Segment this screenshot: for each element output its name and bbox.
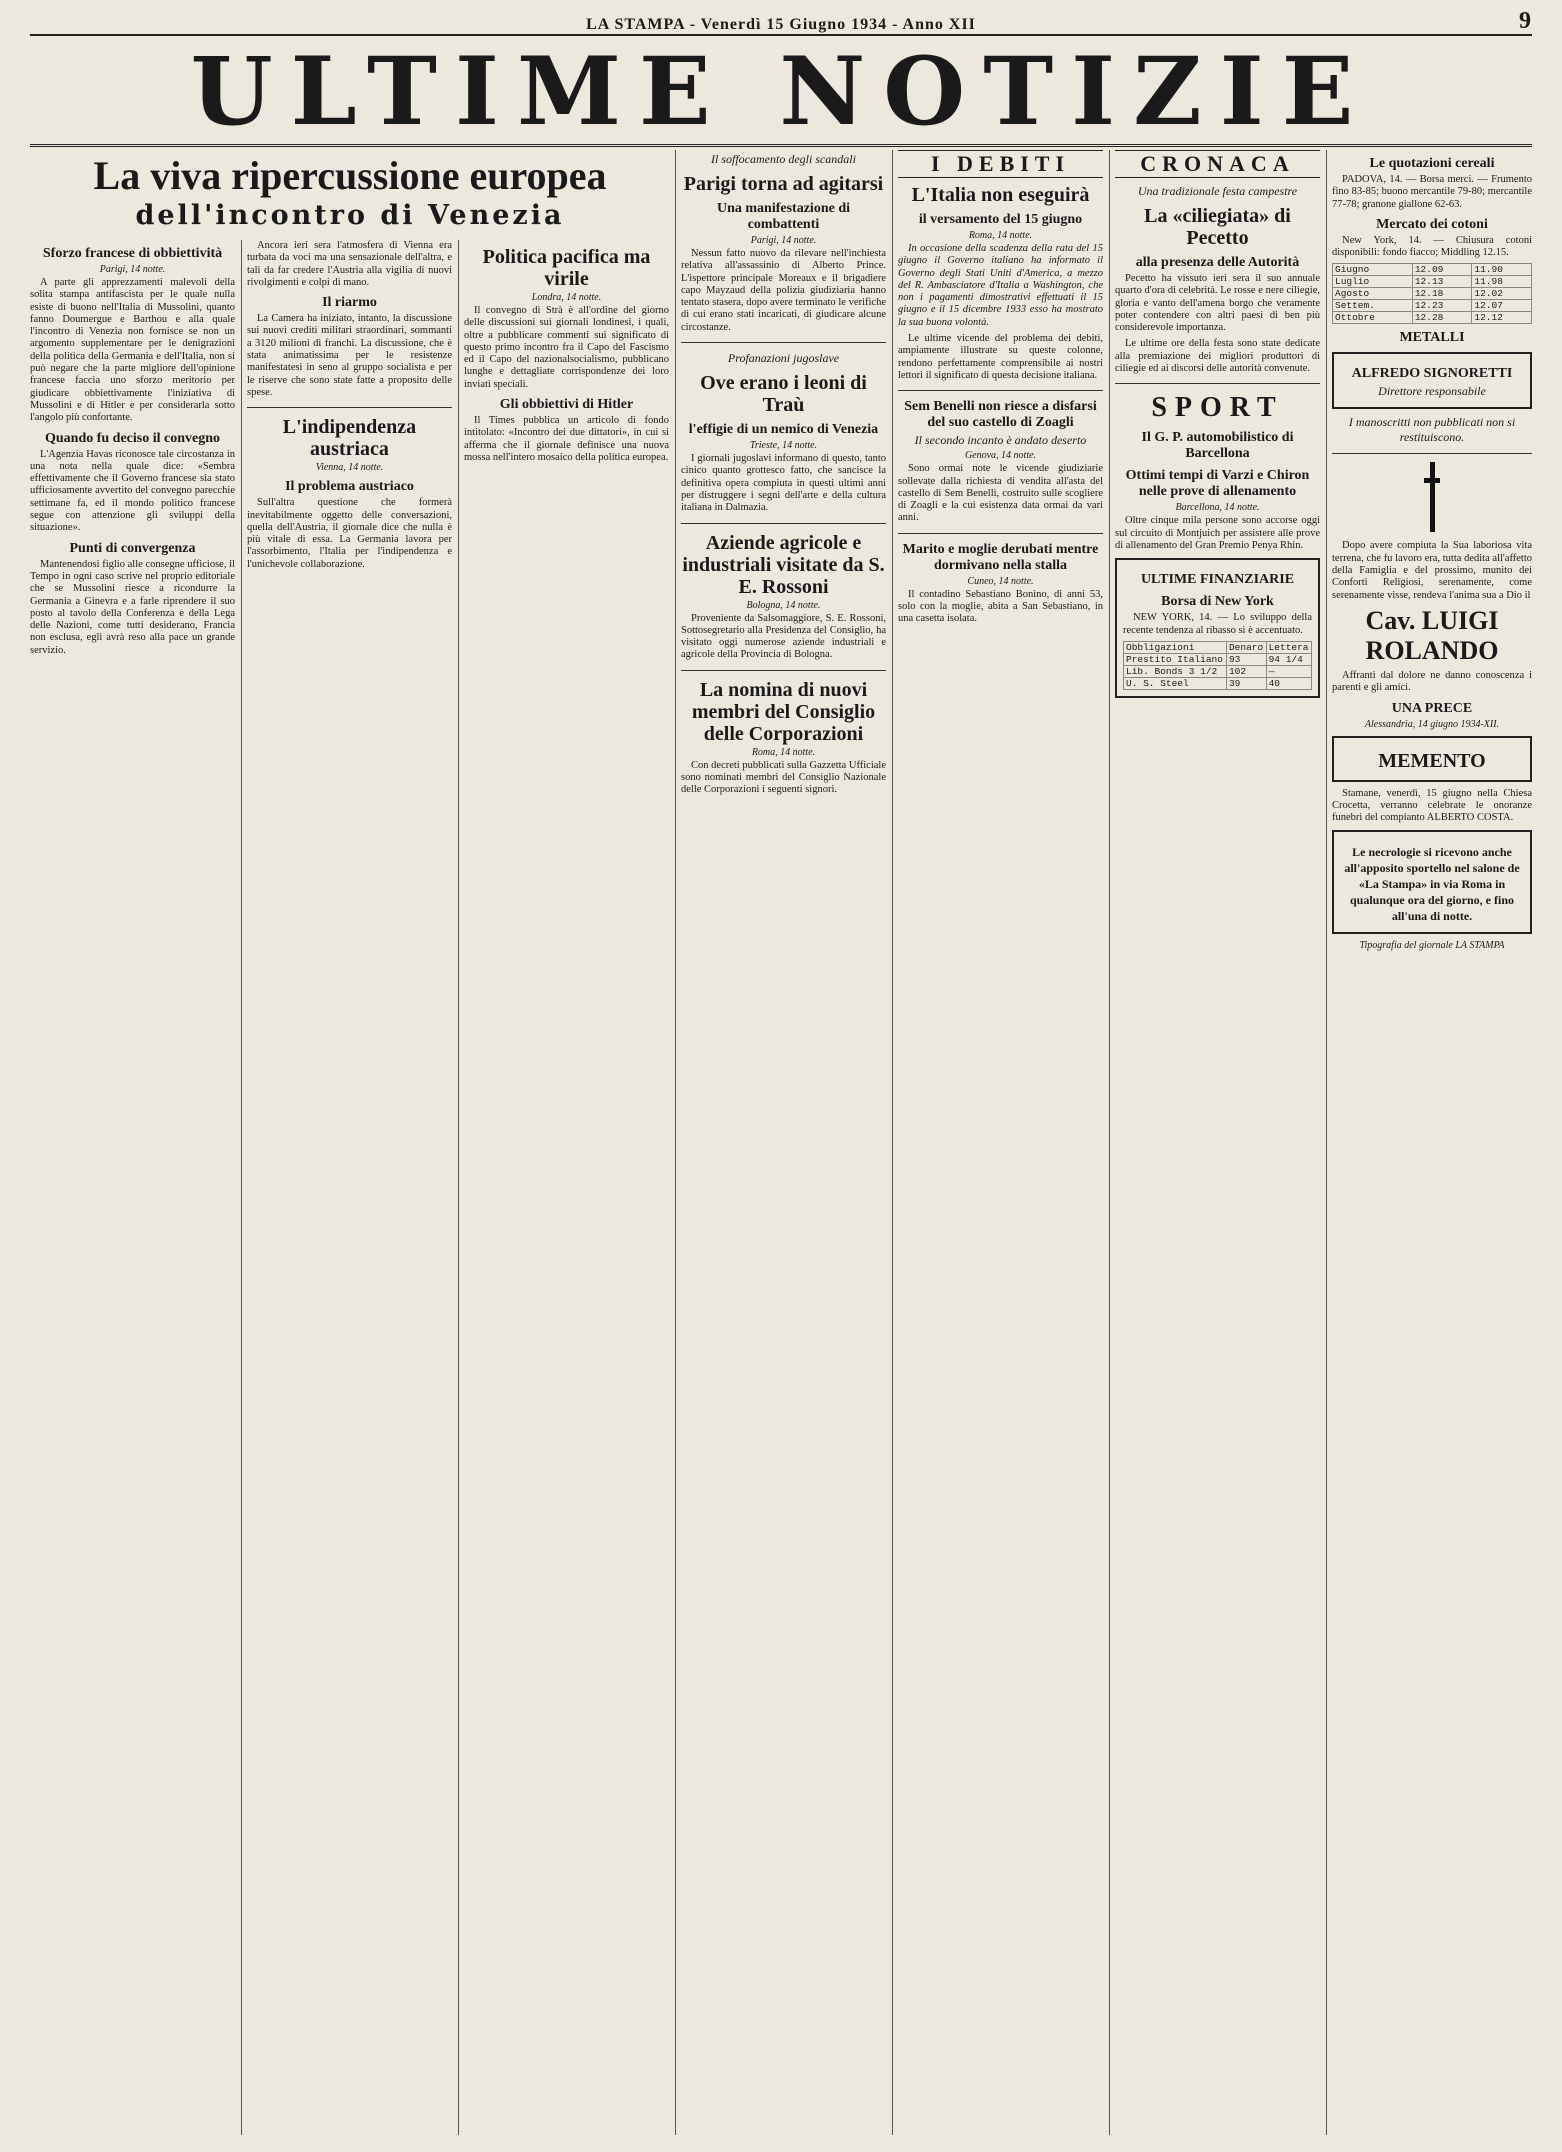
article-kicker: Il soffocamento degli scandali [711, 152, 856, 166]
masthead [30, 37, 1532, 147]
article-paragraph: Sono ormai note le vicende giudiziarie sollevate dalla richiesta di vendita all'asta del castello di Sem Benelli, costruito sulle scogliere di Zoagli e la cui esistenza data ormai da vari anni. [898, 463, 1103, 524]
lead-headline: La viva ripercussione europea [93, 153, 607, 198]
article-dateline: Londra, 14 notte. [531, 292, 602, 303]
article-paragraph: Le ultime ore della festa sono state dedicate alla premiazione dei migliori produttori di ciliegie ed ai discorsi delle autorità convenute. [1115, 338, 1320, 375]
article-paragraph: Oltre cinque mila persone sono accorse oggi sul circuito di Montjuich per assistere alle prove di allenamento del Gran Premio Penya Rhin. [1115, 515, 1320, 551]
section-heading: I DEBITI [898, 150, 1103, 178]
article-title: La «ciliegiata» di Pecetto [1144, 205, 1291, 249]
article-kicker: Una tradizionale festa campestre [1137, 184, 1298, 198]
article-title: Sem Benelli non riesce a disfarsi del suo castello di Zoagli [904, 399, 1097, 431]
article-dateline: Roma, 14 notte. [751, 746, 816, 758]
article-title: Le quotazioni cereali [1369, 156, 1495, 171]
article-dateline: Parigi, 14 notte. [99, 264, 166, 275]
article-paragraph: Il contadino Sebastiano Bonino, di anni 53, solo con la moglie, abita a San Sebastiano, in una casetta isolata. [898, 588, 1103, 625]
cotton-table [1332, 263, 1532, 324]
article-paragraph: PADOVA, 14. — Borsa merci. — Frumento fino 83-85; buono mercantile 79-80; mercantile 77-78; granone giallone 62-63. [1332, 174, 1532, 210]
article-paragraph: Nessun fatto nuovo da rilevare nell'inchiesta relativa all'assassinio di Alberto Prince. L'ispettore principale Moreaux e il brigadiere capo Mayzaud della polizia giudiziaria hanno tentato stasera, dopo avere terminato le verifiche di cui erano stati incaricati, di giudicare alcune circostanze. [681, 248, 886, 333]
section-heading: METALLI [1399, 330, 1465, 346]
director-name: ALFREDO SIGNORETTI [1351, 366, 1513, 382]
article-paragraph: Mantenendosi figlio alle consegne ufficiose, il Tempo in ogni caso scrive nel proprio editoriale che se Mussolini riesce a ricondurre la Germania a Ginevra e a farle riprendere il suo posto al tavolo della Conferenza e della Lega delle Nazioni, come tutti desiderano, Francia non esclusa, egli avrà reso alla pace un grande servizio. [30, 558, 235, 656]
article-paragraph: La Camera ha iniziato, intanto, la discussione sui nuovi crediti militari straordinari, sommanti a 3120 milioni di franchi. La discussione, che è stata animatissima per le resistenze manifestatesi in seno al gruppo socialista e per le riserve che sono state fatte a proposito delle spese. [247, 313, 452, 398]
article-paragraph: Ancora ieri sera l'atmosfera di Vienna era turbata da voci ma una sensazionale dell'altra, e tali da far credere l'Austria alla vigilia di nuovi rivolgimenti e colpi di mano. [247, 240, 452, 288]
obituary-text: Dopo avere compiuta la Sua laboriosa vita terrena, che fu lavoro era, tutta dedita all'affetto della Famiglia e del prossimo, munito dei Conforti Religiosi, serenamente, come serenamente visse, rendeva l'anima sua a Dio il [1332, 540, 1532, 601]
article-paragraph: I giornali jugoslavi informano di questo, tanto cinico quanto grottesco fatto, che sancisce la definitiva opera compiuta in questi ultimi anni per distruggere i segni dell'arte e della cultura italiana in Dalmazia. [681, 453, 886, 514]
finance-table: Obbligazioni Denaro Lettera Prestito Italiano 93 94 1/4 Lib. Bonds 3 1/2 102 — U. S. Steel 39 40 [1123, 641, 1312, 690]
article-paragraph: In occasione della scadenza della rata del 15 giugno il Governo italiano ha informato il Governo degli Stati Uniti d'America, a mezzo del R. Ambasciatore d'Italia a Washington, che non i pagamenti dimostrativi effettuati il 15 giugno e il 15 dicembre 1933 esso ha mostrato la sua buona volontà. [898, 243, 1103, 328]
article-title: Ove erano i leoni di Traù [700, 372, 867, 417]
prayer-date: Alessandria, 14 giugno 1934-XII. [1364, 718, 1500, 730]
article-dateline: Trieste, 14 notte. [749, 440, 818, 452]
article-subtitle: Il riarmo [322, 295, 377, 311]
finance-subtitle: Borsa di New York [1161, 594, 1274, 610]
article-paragraph: L'Agenzia Havas riconosce tale circostanza in una nota nella quale dice: «Sembra effettivamente che il Governo francese sia stato ufficiosamente avvertito del convegno parecchie settimane fa, ed il mondo politico francese segue con attenzione gli sviluppi della situazione». [30, 448, 235, 534]
table-row: Agosto 12.18 12.02 [1333, 288, 1532, 300]
article-title: Il G. P. automobilistico di Barcellona [1141, 430, 1294, 462]
article-dateline: Parigi, 14 notte. [750, 235, 817, 246]
cross-icon [1424, 462, 1440, 532]
column-2b [464, 240, 669, 2135]
printer-note: Tipografia del giornale LA STAMPA [1359, 940, 1505, 952]
obituary-name: Cav. LUIGI ROLANDO [1365, 605, 1499, 665]
necrology-note: Le necrologie si ricevono anche all'apposito sportello nel salone de «La Stampa» in via Roma in qualunque ora del giorno, e fino all'una di notte. [1344, 845, 1520, 924]
page-number: 9 [1519, 8, 1532, 34]
column-5 [1115, 150, 1320, 2135]
lead-subheadline: dell'incontro di Venezia [135, 200, 565, 231]
article-paragraph: Le ultime vicende del problema dei debiti, ampiamente illustrate su queste colonne, rendono perfettamente comprensibile ai nostri lettori il significato di questa decisione italiana. [898, 333, 1103, 381]
article-title: Aziende agricole e industriali visitate da S. E. Rossoni [682, 531, 885, 598]
article-title: Politica pacifica ma virile [482, 246, 651, 290]
article-title: Mercato dei cotoni [1376, 216, 1488, 232]
article-subtitle: Il problema austriaco [285, 479, 414, 495]
section-heading: CRONACA [1115, 150, 1320, 178]
article-paragraph: Sull'altra questione che formerà inevitabilmente oggetto delle conversazioni, quella dell'Austria, il giornale dice che nulla è più vitale di essa. La Germania lavora per l'assorbimento, l'Italia per l'indipendenza e l'unichevole collaborazione. [247, 497, 452, 570]
section-heading: SPORT [1151, 392, 1284, 424]
page-header-title: LA STAMPA - Venerdì 15 Giugno 1934 - Anno XII [586, 16, 976, 33]
article-subtitle: Una manifestazione di combattenti [717, 201, 850, 232]
table-row: Settem. 12.23 12.07 [1333, 300, 1532, 312]
table-row: Ottobre 12.28 12.12 [1333, 312, 1532, 324]
article-title: La nomina di nuovi membri del Consiglio delle Corporazioni [691, 678, 876, 745]
article-dateline: Bologna, 14 notte. [746, 599, 821, 611]
article-dateline: Vienna, 14 notte. [315, 462, 384, 474]
article-subtitle: il versamento del 15 giugno [918, 212, 1083, 227]
article-dateline: Roma, 14 notte. [968, 230, 1033, 241]
article-subtitle: l'effigie di un nemico di Venezia [688, 422, 879, 438]
masthead-title: ULTIME NOTIZIE [190, 37, 1372, 147]
article-paragraph: Proveniente da Salsomaggiore, S. E. Rossoni, Sottosegretario alla Presidenza del Consiglio, ha visitato oggi numerose aziende industriali e agricole della Provincia di Bologna. [681, 612, 886, 661]
article-title: Marito e moglie derubati mentre dormivano nella stalla [902, 541, 1099, 573]
finance-paragraph: NEW YORK, 14. — Lo sviluppo della recente tendenza al ribasso si è accentuato. [1123, 612, 1312, 636]
director-role: Direttore responsabile [1378, 384, 1486, 399]
article-paragraph: New York, 14. — Chiusura cotoni disponibili: fondo fiacco; Middling 12.15. [1332, 234, 1532, 259]
column-4 [898, 150, 1103, 2135]
article-subtitle: Punti di convergenza [69, 540, 196, 556]
article-dateline: Barcellona, 14 notte. [1175, 502, 1260, 514]
column-1 [30, 240, 235, 2135]
article-title: Sforzo francese di obbiettività [42, 246, 223, 261]
column-2 [247, 240, 452, 2135]
article-paragraph: Pecetto ha vissuto ieri sera il suo annuale quarto d'ora di celebrità. Le rosse e nere ciliegie, gloria e vanto dell'amena borgo che veramente poter contendere con altri paesi di ben più considerevole importanza. [1115, 273, 1320, 334]
finance-title: ULTIME FINANZIARIE [1140, 572, 1295, 588]
manuscripts-note: I manoscritti non pubblicati non si restituiscono. [1348, 415, 1516, 445]
article-paragraph: Il convegno di Strà è all'ordine del giorno delle discussioni sui giornali londinesi, i quali, oltre a pubblicare commenti sui significato di questo primo incontro fra il Capo del Fascismo ed il Capo del nazionalsocialismo, pubblicano lunghe e dettagliate corrispondenze dei loro inviati speciali. [464, 305, 669, 390]
article-subtitle: alla presenza delle Autorità [1135, 255, 1300, 270]
article-subtitle: Il secondo incanto è andato deserto [914, 433, 1087, 448]
article-kicker: Profanazioni jugoslave [727, 351, 840, 366]
memento-box [1332, 736, 1532, 782]
obituary-text: Affranti dal dolore ne danno conoscenza i parenti e gli amici. [1332, 669, 1532, 694]
memento-title: MEMENTO [1378, 749, 1486, 772]
article-title: L'Italia non eseguirà [911, 184, 1090, 206]
finance-box [1115, 558, 1320, 698]
column-6 [1332, 150, 1532, 2135]
article-title: Parigi torna ad agitarsi [683, 173, 884, 195]
article-dateline: Genova, 14 notte. [964, 450, 1037, 462]
article-paragraph: Con decreti pubblicati sulla Gazzetta Ufficiale sono nominati membri del Consiglio Nazionale delle Corporazioni i seguenti signori. [681, 759, 886, 796]
table-row: Giugno 12.09 11.90 [1333, 264, 1532, 276]
article-dateline: Cuneo, 14 notte. [967, 575, 1034, 587]
article-paragraph: A parte gli apprezzamenti malevoli della solita stampa antifascista per le quale nulla esiste di buono nell'Italia di Mussolini, quanto fanno Doumergue e Barthou e alla quale l'incontro di Venezia non fornisce se non un argomento supplementare per le denigrazioni della politica della Germania e dell'Italia, non si può negare che la parte migliore dell'opinione francese faccia uno sforzo meritorio per giudicare obbiettivamente l'iniziativa di Mussolini e di Hitler e per considerarla sotto l'angolo più confortante. [30, 277, 235, 424]
director-box [1332, 352, 1532, 409]
prayer-heading: UNA PRECE [1391, 700, 1473, 716]
article-title: L'indipendenza austriaca [282, 416, 417, 461]
memento-text: Stamane, venerdì, 15 giugno nella Chiesa Crocetta, verranno celebrate le onoranze funebri del compianto ALBERTO COSTA. [1332, 787, 1532, 824]
table-row: Luglio 12.13 11.98 [1333, 276, 1532, 288]
article-paragraph: Il Times pubblica un articolo di fondo intitolato: «Incontro dei due dittatori», in cui si afferma che il giornale definisce una nuova mossa nell'intero mosaico della politica europea. [464, 415, 669, 463]
page-header [30, 8, 1532, 36]
article-subtitle: Gli obbiettivi di Hitler [499, 397, 634, 413]
article-subtitle: Quando fu deciso il convegno [44, 430, 221, 446]
column-3 [681, 150, 886, 2135]
necrology-box [1332, 830, 1532, 934]
article-subtitle: Ottimi tempi di Varzi e Chiron nelle prove di allenamento [1125, 468, 1310, 500]
